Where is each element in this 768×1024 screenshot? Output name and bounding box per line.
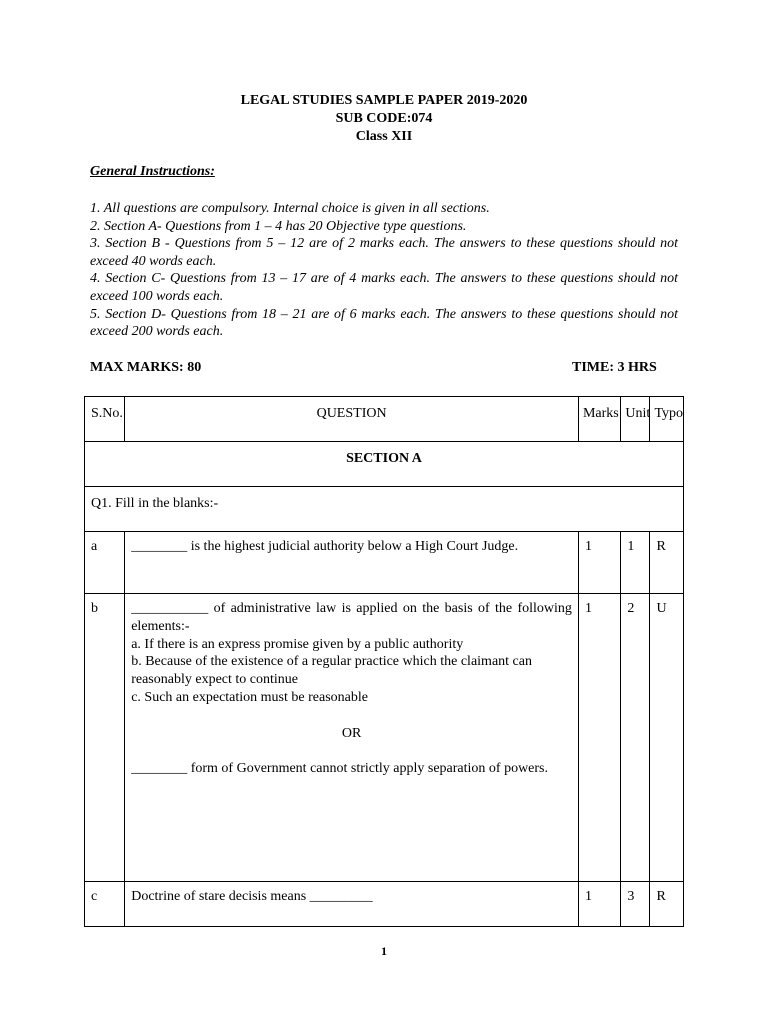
page-number: 1 xyxy=(381,944,387,958)
table-row xyxy=(85,882,684,927)
general-instructions-title: General Instructions: xyxy=(90,164,215,179)
sub-code: SUB CODE:074 xyxy=(335,111,433,126)
row-unit: 1 xyxy=(621,532,650,594)
instruction-item: 4. Section C- Questions from 13 – 17 are of 4 marks each. The answers to these questions should not exceed 100 words each. xyxy=(90,271,678,304)
question-option: c. Such an expectation must be reasonable xyxy=(131,689,368,705)
row-question: ________ is the highest judicial authority below a High Court Judge. xyxy=(125,532,579,594)
instruction-item: 2. Section A- Questions from 1 – 4 has 20 Objective type questions. xyxy=(90,218,467,234)
header-marks: Marks xyxy=(578,397,620,442)
question-option: b. Because of the existence of a regular practice which the claimant can reasonably expect to continue xyxy=(131,654,532,688)
question-table xyxy=(84,396,684,927)
instruction-item: 3. Section B - Questions from 5 – 12 are of 2 marks each. The answers to these questions should not exceed 40 words each. xyxy=(90,236,678,269)
table-row xyxy=(85,532,684,594)
class-label: Class XII xyxy=(355,129,413,144)
q1-heading: Q1. Fill in the blanks:- xyxy=(85,487,684,532)
header-type: Typo xyxy=(650,397,684,442)
max-marks: MAX MARKS: 80 xyxy=(90,360,202,375)
table-header-row xyxy=(85,397,684,442)
header-unit: Unit xyxy=(621,397,650,442)
row-marks: 1 xyxy=(578,882,620,927)
row-sno: b xyxy=(85,594,125,882)
instruction-item: 1. All questions are compulsory. Internal choice is given in all sections. xyxy=(90,201,490,216)
header-question: QUESTION xyxy=(125,397,579,442)
row-marks: 1 xyxy=(578,532,620,594)
row-marks: 1 xyxy=(578,594,620,882)
question-intro: ___________ of administrative law is applied on the basis of the following elements:- xyxy=(131,601,572,634)
instructions-list xyxy=(90,200,678,341)
time-allowed: TIME: 3 HRS xyxy=(572,360,657,375)
row-type: R xyxy=(650,882,684,927)
or-separator: OR xyxy=(341,725,362,741)
row-sno: a xyxy=(85,532,125,594)
question-option: a. If there is an express promise given by a public authority xyxy=(131,636,464,652)
header-sno: S.No. xyxy=(85,397,125,442)
section-row xyxy=(85,442,684,487)
table-row xyxy=(85,594,684,882)
paper-title: LEGAL STUDIES SAMPLE PAPER 2019-2020 xyxy=(240,93,528,108)
row-question xyxy=(125,594,579,882)
section-a-heading: SECTION A xyxy=(85,442,684,487)
row-question: Doctrine of stare decisis means _________ xyxy=(125,882,579,927)
row-unit: 2 xyxy=(621,594,650,882)
row-type: U xyxy=(650,594,684,882)
question-alternative: ________ form of Government cannot strictly apply separation of powers. xyxy=(131,760,549,776)
row-sno: c xyxy=(85,882,125,927)
row-unit: 3 xyxy=(621,882,650,927)
instruction-item: 5. Section D- Questions from 18 – 21 are of 6 marks each. The answers to these questions should not exceed 200 words each. xyxy=(90,306,678,340)
row-type: R xyxy=(650,532,684,594)
question-group-row xyxy=(85,487,684,532)
